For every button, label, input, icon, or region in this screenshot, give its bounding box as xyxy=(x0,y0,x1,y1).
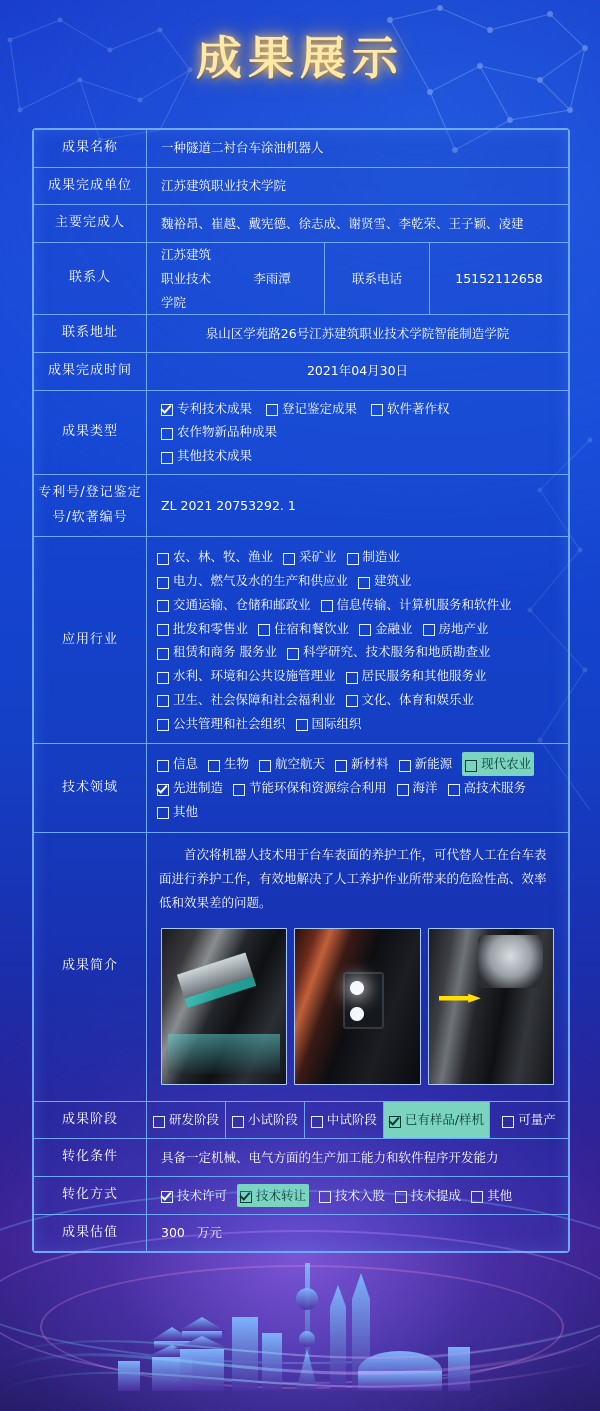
table-row xyxy=(34,1139,569,1177)
checkbox-option[interactable] xyxy=(358,569,412,593)
row-value-mode xyxy=(147,1177,569,1215)
table-row xyxy=(34,1177,569,1215)
row-label-industry: 应用行业 xyxy=(34,537,147,744)
option-label: 其他 xyxy=(487,1187,513,1203)
checkbox-option[interactable] xyxy=(319,1184,385,1208)
option-label: 研发阶段 xyxy=(168,1112,219,1128)
checkbox-option[interactable] xyxy=(346,664,487,688)
row-value-people: 魏裕昂、崔越、戴宪德、徐志成、谢贤雪、李乾荣、王子颖、凌建 xyxy=(147,205,569,243)
city-skyline-illustration xyxy=(0,1221,600,1411)
option-label: 农、林、牧、渔业 xyxy=(173,549,274,565)
row-label-people: 主要完成人 xyxy=(34,205,147,243)
row-label-unit: 成果完成单位 xyxy=(34,167,147,205)
checkbox-icon[interactable] xyxy=(471,1191,483,1203)
checkbox-icon[interactable] xyxy=(347,553,359,565)
achievement-table xyxy=(32,128,570,1253)
option-label: 中试阶段 xyxy=(326,1112,377,1128)
option-label: 新能源 xyxy=(414,756,453,772)
option-label: 新材料 xyxy=(351,756,389,772)
page-title: 成果展示 xyxy=(196,31,404,85)
stage-option-selected[interactable] xyxy=(384,1102,490,1138)
option-label: 生物 xyxy=(224,756,250,772)
option-label: 科学研究、技术服务和地质勘查业 xyxy=(302,644,491,660)
table-row xyxy=(34,205,569,243)
row-value-unit: 江苏建筑职业技术学院 xyxy=(147,167,569,205)
row-value-conditions: 具备一定机械、电气方面的生产加工能力和软件程序开发能力 xyxy=(147,1139,569,1177)
checkbox-icon[interactable] xyxy=(157,600,169,612)
option-label: 航空航天 xyxy=(275,756,326,772)
row-label-summary: 成果简介 xyxy=(34,832,147,1101)
row-label-date: 成果完成时间 xyxy=(34,353,147,391)
table-row xyxy=(34,167,569,205)
row-value-address: 泉山区学苑路26号江苏建筑职业技术学院智能制造学院 xyxy=(147,315,569,353)
checkbox-icon[interactable] xyxy=(157,624,169,636)
table-row xyxy=(34,390,569,474)
option-label: 电力、燃气及水的生产和供应业 xyxy=(173,573,349,589)
checkbox-option[interactable] xyxy=(448,776,527,800)
checkbox-option[interactable] xyxy=(161,420,277,444)
checkbox-option[interactable] xyxy=(208,752,249,776)
option-label: 信息 xyxy=(173,756,199,772)
checkbox-icon[interactable] xyxy=(389,1116,401,1128)
option-label: 建筑业 xyxy=(374,573,412,589)
checkbox-icon[interactable] xyxy=(157,648,169,660)
checkbox-option[interactable] xyxy=(471,1184,512,1208)
table-row xyxy=(34,315,569,353)
checkbox-option[interactable] xyxy=(399,752,453,776)
row-label-contact: 联系人 xyxy=(34,243,147,315)
checkbox-icon[interactable] xyxy=(161,404,173,416)
checkbox-icon[interactable] xyxy=(161,1191,173,1203)
option-label: 租赁和商务 服务业 xyxy=(173,644,277,660)
contact-org: 江苏建筑职业技术学院 xyxy=(161,247,212,310)
checkbox-icon[interactable] xyxy=(321,600,333,612)
checkbox-icon[interactable] xyxy=(296,719,308,731)
option-label: 小试阶段 xyxy=(247,1112,298,1128)
checkbox-icon[interactable] xyxy=(157,719,169,731)
checkbox-icon[interactable] xyxy=(240,1191,252,1203)
row-value-date: 2021年04月30日 xyxy=(147,353,569,391)
checkbox-icon[interactable] xyxy=(157,807,169,819)
checkbox-option[interactable] xyxy=(335,752,389,776)
checkbox-option[interactable] xyxy=(157,800,198,824)
option-label: 现代农业 xyxy=(481,756,532,772)
checkbox-icon[interactable] xyxy=(283,553,295,565)
table-row xyxy=(34,1101,569,1139)
checkbox-option[interactable] xyxy=(157,545,273,569)
option-label: 采矿业 xyxy=(299,549,337,565)
checkbox-option[interactable] xyxy=(395,1184,461,1208)
checkbox-option[interactable] xyxy=(157,688,336,712)
value-amount: 300 xyxy=(161,1225,185,1241)
option-label: 文化、体育和娱乐业 xyxy=(361,691,475,707)
table-row xyxy=(34,353,569,391)
checkbox-option[interactable] xyxy=(359,617,413,641)
value-unit: 万元 xyxy=(196,1225,222,1241)
checkbox-icon[interactable] xyxy=(371,404,383,416)
option-label: 制造业 xyxy=(362,549,401,565)
table-row xyxy=(34,744,569,832)
checkbox-icon[interactable] xyxy=(208,760,220,772)
option-label: 专利技术成果 xyxy=(177,400,253,416)
row-label-address: 联系地址 xyxy=(34,315,147,353)
checkbox-icon[interactable] xyxy=(395,1191,407,1203)
checkbox-option[interactable] xyxy=(157,617,248,641)
phone-value: 15152112658 xyxy=(455,270,543,286)
checkbox-icon[interactable] xyxy=(232,1116,244,1128)
stage-option[interactable] xyxy=(226,1102,305,1138)
checkbox-icon[interactable] xyxy=(465,760,477,772)
checkbox-option[interactable] xyxy=(266,397,357,421)
option-label: 公共管理和社会组织 xyxy=(173,715,286,731)
option-label: 水利、环境和公共设施管理业 xyxy=(173,668,336,684)
checkbox-icon[interactable] xyxy=(161,452,173,464)
checkbox-icon[interactable] xyxy=(359,624,371,636)
option-label: 其他技术成果 xyxy=(177,448,253,464)
checkbox-icon[interactable] xyxy=(287,648,299,660)
checkbox-icon[interactable] xyxy=(157,553,169,565)
checkbox-icon[interactable] xyxy=(346,695,358,707)
checkbox-option[interactable] xyxy=(157,712,286,736)
row-value-contact xyxy=(147,243,569,315)
checkbox-icon[interactable] xyxy=(157,672,169,684)
row-value-patent-no: ZL 2021 20753292. 1 xyxy=(147,474,569,536)
checkbox-icon[interactable] xyxy=(319,1191,331,1203)
phone-label: 联系电话 xyxy=(351,270,402,286)
checkbox-option[interactable] xyxy=(157,593,311,617)
option-label: 居民服务和其他服务业 xyxy=(361,668,487,684)
checkbox-icon[interactable] xyxy=(258,624,270,636)
checkbox-icon[interactable] xyxy=(448,784,460,796)
checkbox-option[interactable] xyxy=(287,640,491,664)
option-label: 可量产 xyxy=(518,1112,556,1128)
option-label: 技术转让 xyxy=(256,1187,307,1203)
option-label: 技术提成 xyxy=(411,1187,462,1203)
checkbox-option[interactable] xyxy=(423,617,489,641)
checkbox-icon[interactable] xyxy=(358,577,370,589)
checkbox-icon[interactable] xyxy=(502,1116,514,1128)
checkbox-option[interactable] xyxy=(161,444,252,468)
row-label-patent-no: 专利号/登记鉴定号/软著编号 xyxy=(34,474,147,536)
checkbox-option[interactable] xyxy=(161,397,252,421)
option-label: 卫生、社会保障和社会福利业 xyxy=(173,691,336,707)
option-label: 节能环保和资源综合利用 xyxy=(249,780,387,796)
summary-photo-gallery xyxy=(161,928,554,1085)
row-label-name: 成果名称 xyxy=(34,130,147,168)
table-row xyxy=(34,537,569,744)
checkbox-icon[interactable] xyxy=(157,760,169,772)
checkbox-icon[interactable] xyxy=(161,428,173,440)
option-label: 高技术服务 xyxy=(463,780,527,796)
robot-module-photo-2 xyxy=(294,928,420,1085)
row-label-conditions: 转化条件 xyxy=(34,1139,147,1177)
row-value-type xyxy=(147,390,569,474)
checkbox-icon[interactable] xyxy=(259,760,271,772)
checkbox-icon[interactable] xyxy=(423,624,435,636)
checkbox-option[interactable] xyxy=(321,593,512,617)
option-label: 批发和零售业 xyxy=(173,620,249,636)
option-label: 先进制造 xyxy=(173,780,224,796)
row-value-name: 一种隧道二衬台车涂油机器人 xyxy=(147,130,569,168)
stage-option[interactable] xyxy=(147,1102,226,1138)
checkbox-option[interactable] xyxy=(157,776,223,800)
option-label: 住宿和餐饮业 xyxy=(274,620,350,636)
row-label-value: 成果估值 xyxy=(34,1214,147,1252)
checkbox-option[interactable] xyxy=(462,752,534,776)
option-label: 登记鉴定成果 xyxy=(282,400,358,416)
checkbox-option[interactable] xyxy=(157,569,348,593)
checkbox-icon[interactable] xyxy=(233,784,245,796)
option-label: 海洋 xyxy=(412,780,438,796)
checkbox-option[interactable] xyxy=(258,617,349,641)
checkbox-option[interactable] xyxy=(259,752,325,776)
option-label: 软件著作权 xyxy=(387,400,450,416)
robot-arrow-detail-photo-3 xyxy=(428,928,554,1085)
option-label: 信息传输、计算机服务和软件业 xyxy=(336,596,512,612)
checkbox-option[interactable] xyxy=(161,1184,227,1208)
option-label: 交通运输、仓储和邮政业 xyxy=(173,596,311,612)
checkbox-icon[interactable] xyxy=(157,784,169,796)
table-row xyxy=(34,243,569,315)
checkbox-icon[interactable] xyxy=(346,672,358,684)
row-value-industry xyxy=(147,537,569,744)
option-label: 国际组织 xyxy=(311,715,362,731)
checkbox-icon[interactable] xyxy=(157,577,169,589)
checkbox-option[interactable] xyxy=(157,640,277,664)
summary-text: 首次将机器人技术用于台车表面的养护工作，可代替人工在台车表面进行养护工作，有效地解决了人工养护作业所带来的危险性高、效率低和效果差的问题。 xyxy=(159,846,547,911)
contact-person: 李雨潭 xyxy=(253,270,291,286)
option-label: 技术许可 xyxy=(177,1187,228,1203)
stage-option[interactable] xyxy=(305,1102,384,1138)
robot-on-formwork-photo-1 xyxy=(161,928,287,1085)
checkbox-option[interactable] xyxy=(233,776,387,800)
row-label-type: 成果类型 xyxy=(34,390,147,474)
checkbox-option[interactable] xyxy=(347,545,401,569)
option-label: 其他 xyxy=(173,803,199,819)
table-row xyxy=(34,832,569,1101)
table-row xyxy=(34,130,569,168)
checkbox-icon[interactable] xyxy=(399,760,411,772)
checkbox-icon[interactable] xyxy=(266,404,278,416)
checkbox-option[interactable] xyxy=(296,712,362,736)
checkbox-option[interactable] xyxy=(157,752,198,776)
checkbox-icon[interactable] xyxy=(157,695,169,707)
checkbox-icon[interactable] xyxy=(153,1116,165,1128)
option-label: 技术入股 xyxy=(335,1187,386,1203)
checkbox-option[interactable] xyxy=(346,688,475,712)
row-label-stage: 成果阶段 xyxy=(34,1101,147,1139)
row-label-mode: 转化方式 xyxy=(34,1177,147,1215)
table-row xyxy=(34,474,569,536)
option-label: 房地产业 xyxy=(438,620,489,636)
checkbox-option[interactable] xyxy=(397,776,438,800)
option-label: 农作物新品种成果 xyxy=(177,424,278,440)
row-value-stage xyxy=(147,1101,569,1139)
checkbox-icon[interactable] xyxy=(397,784,409,796)
row-label-field: 技术领域 xyxy=(34,744,147,832)
checkbox-option-selected[interactable] xyxy=(237,1184,309,1208)
row-value-field xyxy=(147,744,569,832)
checkbox-icon[interactable] xyxy=(335,760,347,772)
checkbox-option[interactable] xyxy=(283,545,337,569)
row-value-summary xyxy=(147,832,569,1101)
checkbox-icon[interactable] xyxy=(311,1116,323,1128)
option-label: 金融业 xyxy=(375,620,413,636)
stage-option[interactable] xyxy=(490,1102,568,1138)
checkbox-option[interactable] xyxy=(371,397,450,421)
option-label: 已有样品/样机 xyxy=(404,1112,485,1128)
checkbox-option[interactable] xyxy=(157,664,336,688)
